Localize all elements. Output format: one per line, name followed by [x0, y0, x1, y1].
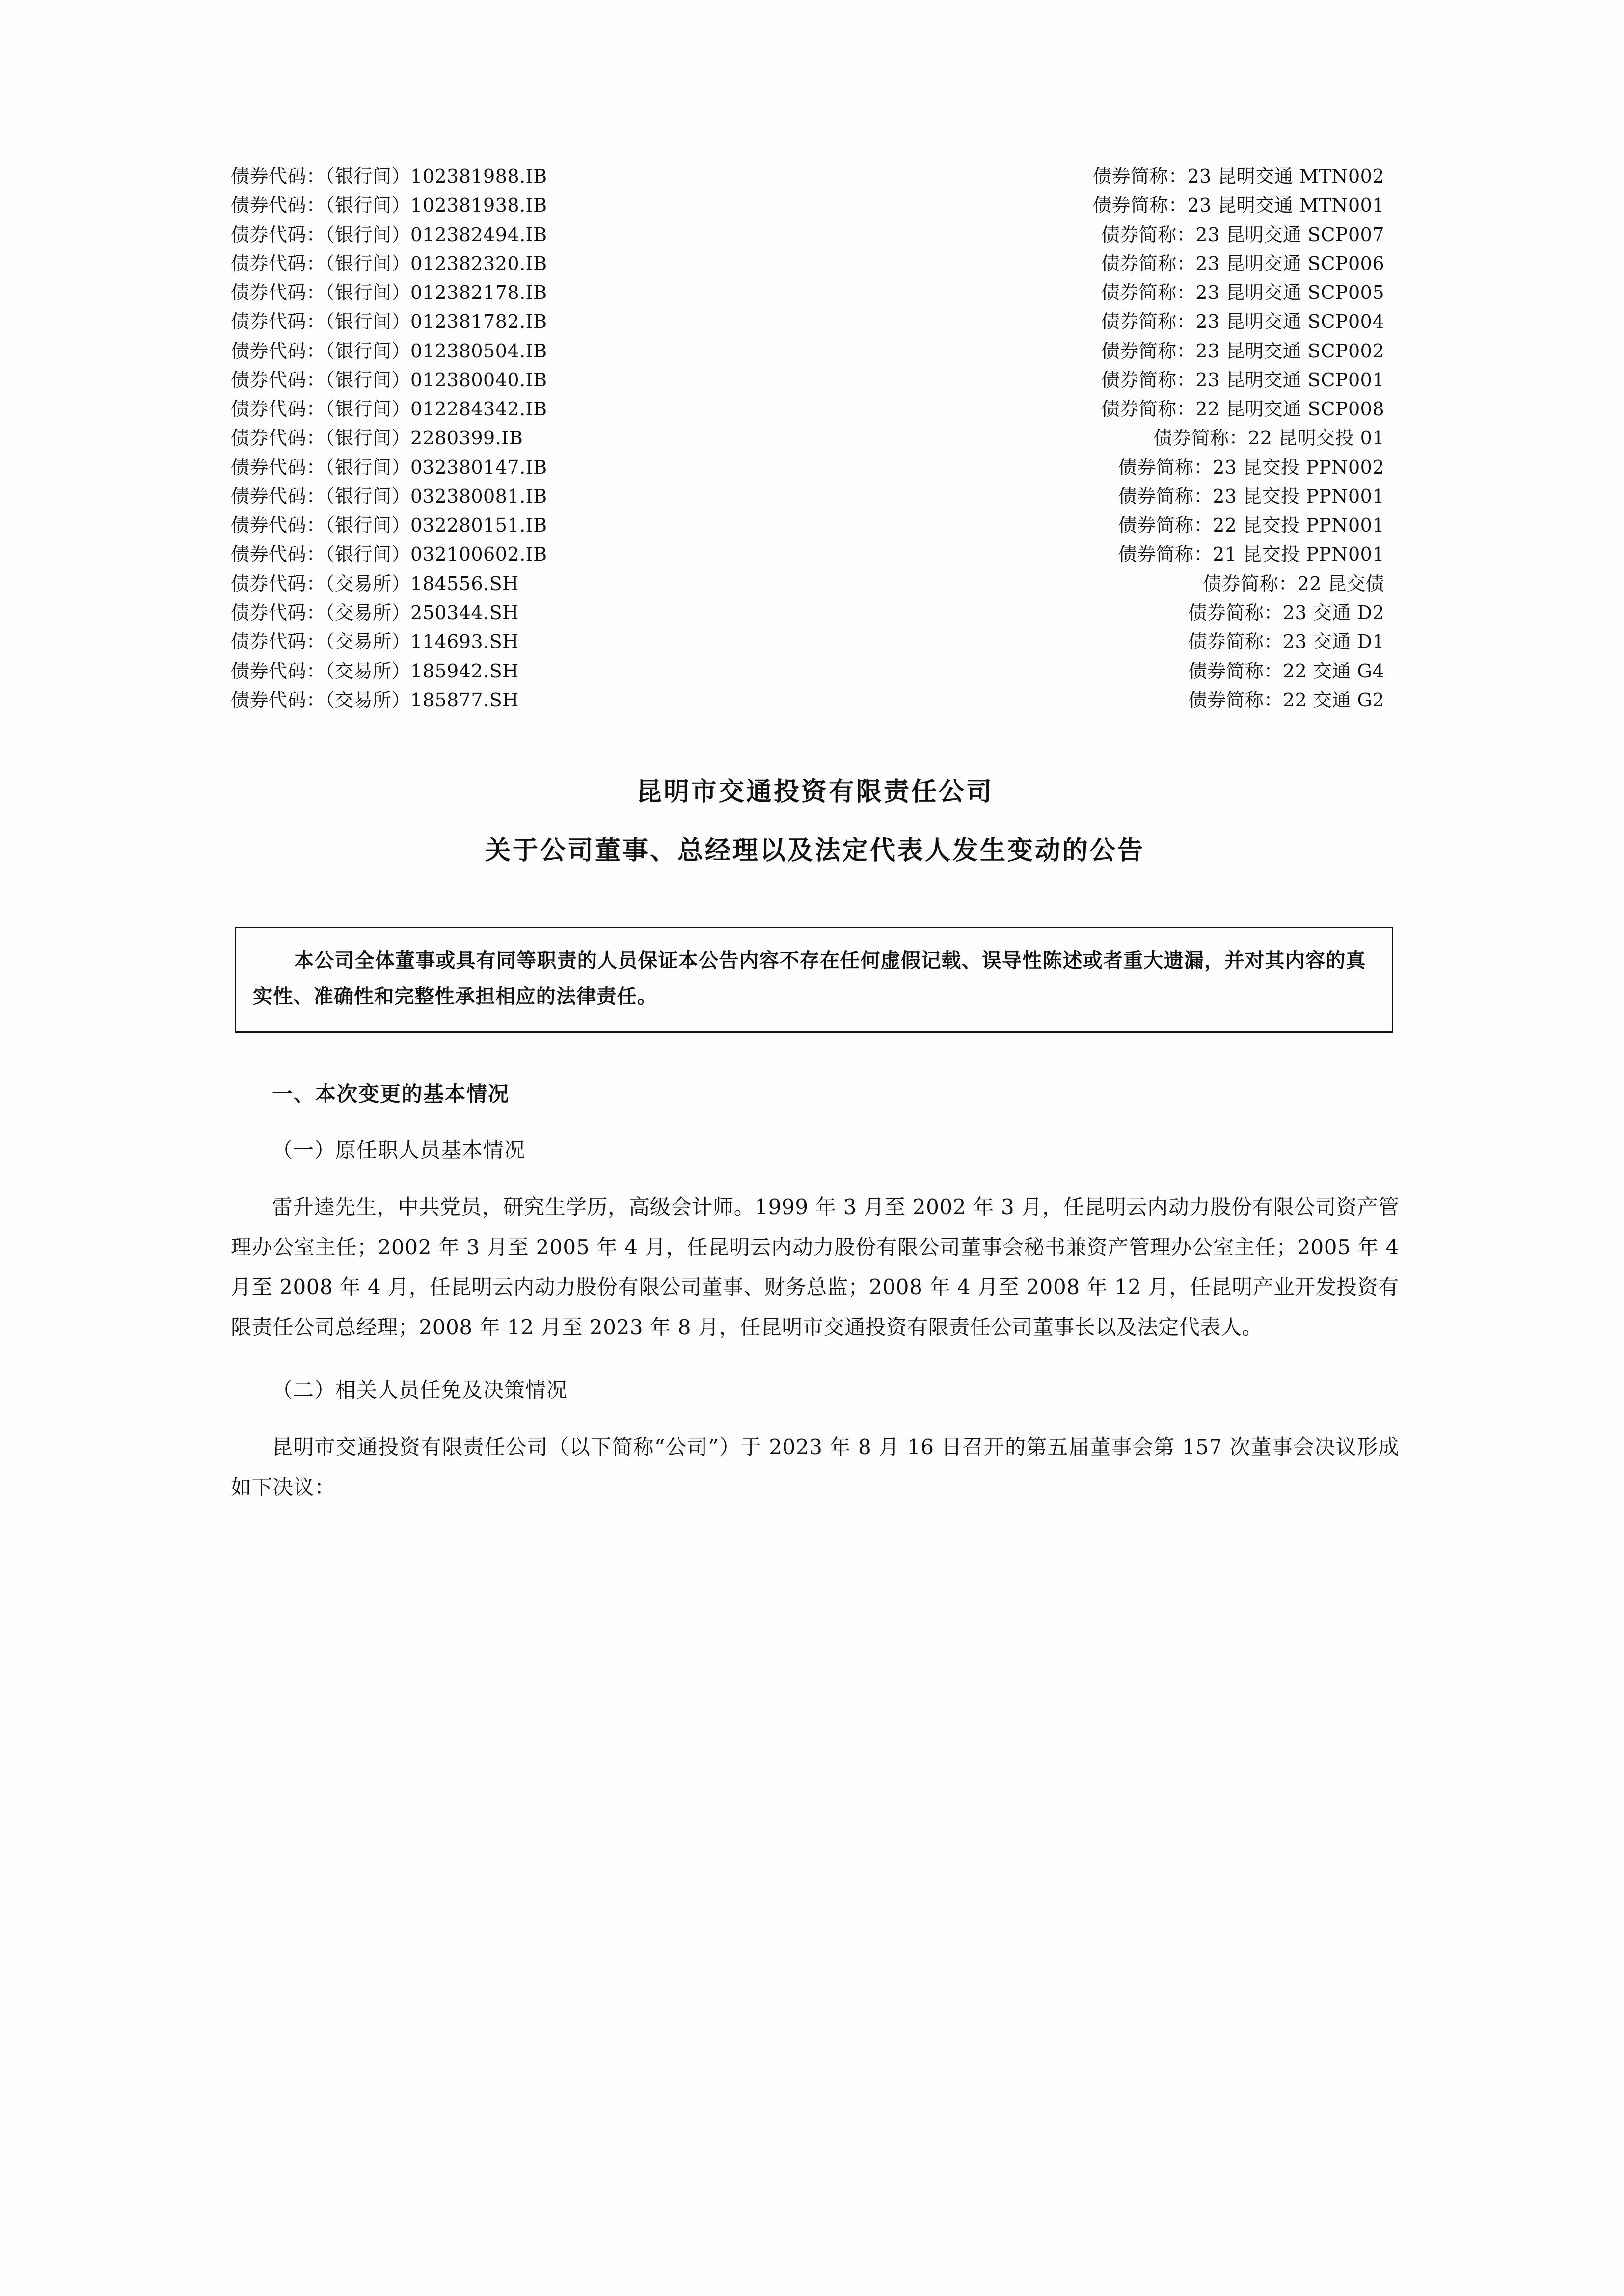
bond-name-cell: 债券简称：22 昆交投 PPN001	[1118, 514, 1384, 537]
bond-name-cell: 债券简称：21 昆交投 PPN001	[1118, 543, 1384, 566]
bond-name-cell: 债券简称：23 交通 D2	[1188, 601, 1384, 623]
table-row	[231, 657, 1399, 686]
bond-name-cell: 债券简称：23 昆交投 PPN002	[1118, 456, 1384, 478]
table-row	[231, 598, 1399, 627]
bond-code-cell: 债券代码：（交易所）184556.SH	[231, 572, 519, 594]
table-row	[231, 453, 1399, 482]
bond-name-cell: 债券简称：23 昆明交通 SCP001	[1101, 369, 1384, 391]
bond-name-cell: 债券简称：23 交通 D1	[1188, 631, 1384, 653]
bond-name-cell: 债券简称：23 昆明交通 MTN001	[1092, 194, 1384, 216]
subsection-paragraph-1: 雷升逵先生，中共党员，研究生学历，高级会计师。1999 年 3 月至 2002 年 3 月，任昆明云内动力股份有限公司资产管理办公室主任；2002 年 3 月至 2005 年 4 月，任昆明云内动力股份有限公司董事会秘书兼资产管理办公室主任；2005 年 4 月至 2008 年 4 月，任昆明云内动力股份有限公司董事、财务总监；2008 年 4 月至 2008 年 12 月，任昆明产业开发投资有限责任公司总经理；2008 年 12 月至 2023 年 8 月，任昆明市交通投资有限责任公司董事长以及法定代表人。	[231, 1194, 1399, 1340]
table-row	[231, 627, 1399, 656]
table-row	[231, 191, 1399, 220]
bond-name-cell: 债券简称：23 昆明交通 SCP002	[1101, 340, 1384, 362]
responsibility-statement-text: 本公司全体董事或具有同等职责的人员保证本公告内容不存在任何虚假记载、误导性陈述或者重大遗漏，并对其内容的真实性、准确性和完整性承担相应的法律责任。	[253, 949, 1366, 1008]
page-title: 昆明市交通投资有限责任公司	[636, 777, 994, 807]
bond-name-cell: 债券简称：23 昆明交通 SCP005	[1101, 282, 1384, 304]
table-row	[231, 249, 1399, 278]
bond-code-cell: 债券代码：（银行间）012382320.IB	[231, 252, 547, 274]
bond-code-cell: 债券代码：（银行间）012380504.IB	[231, 340, 547, 362]
bond-name-cell: 债券简称：22 昆明交投 01	[1153, 427, 1384, 449]
bond-name-cell: 债券简称：23 昆明交通 SCP004	[1101, 311, 1384, 333]
bond-code-cell: 债券代码：（银行间）102381938.IB	[231, 194, 547, 216]
bond-code-cell: 债券代码：（银行间）012382178.IB	[231, 282, 547, 304]
bond-name-cell: 债券简称：22 昆交债	[1203, 572, 1384, 594]
bond-name-cell: 债券简称：23 昆明交通 SCP006	[1101, 252, 1384, 274]
subsection-heading-2: （二）相关人员任免及决策情况	[272, 1378, 568, 1403]
table-row	[231, 162, 1399, 191]
page-subtitle: 关于公司董事、总经理以及法定代表人发生变动的公告	[485, 836, 1145, 866]
bond-code-cell: 债券代码：（银行间）012381782.IB	[231, 311, 547, 333]
bond-code-cell: 债券代码：（银行间）102381988.IB	[231, 165, 547, 187]
subsection-heading-1: （一）原任职人员基本情况	[272, 1137, 526, 1162]
bond-code-cell: 债券代码：（交易所）250344.SH	[231, 601, 519, 623]
bond-name-cell: 债券简称：23 昆明交通 MTN002	[1092, 165, 1384, 187]
table-row	[231, 395, 1399, 424]
bond-code-cell: 债券代码：（银行间）032100602.IB	[231, 543, 547, 566]
bond-code-cell: 债券代码：（交易所）185942.SH	[231, 660, 519, 682]
table-row	[231, 278, 1399, 307]
bond-code-cell: 债券代码：（银行间）032380147.IB	[231, 456, 547, 478]
table-row	[231, 337, 1399, 366]
table-row	[231, 366, 1399, 395]
subsection-paragraph-2: 昆明市交通投资有限责任公司（以下简称“公司”）于 2023 年 8 月 16 日召开的第五届董事会第 157 次董事会决议形成如下决议：	[231, 1435, 1399, 1500]
responsibility-statement-box	[235, 927, 1393, 1033]
table-row	[231, 307, 1399, 336]
bond-code-list-body	[231, 162, 1399, 715]
bond-code-cell: 债券代码：（交易所）185877.SH	[231, 689, 519, 711]
bond-code-list	[231, 162, 1399, 715]
bond-code-cell: 债券代码：（银行间）032380081.IB	[231, 485, 547, 507]
table-row	[231, 511, 1399, 540]
table-row	[231, 424, 1399, 453]
table-row	[231, 569, 1399, 598]
bond-name-cell: 债券简称：23 昆交投 PPN001	[1118, 485, 1384, 507]
bond-name-cell: 债券简称：23 昆明交通 SCP007	[1101, 223, 1384, 245]
table-row	[231, 220, 1399, 249]
bond-name-cell: 债券简称：22 交通 G4	[1188, 660, 1384, 682]
table-row	[231, 686, 1399, 715]
bond-code-cell: 债券代码：（银行间）012380040.IB	[231, 369, 547, 391]
bond-code-cell: 债券代码：（银行间）012284342.IB	[231, 398, 547, 420]
table-row	[231, 482, 1399, 511]
bond-code-cell: 债券代码：（银行间）2280399.IB	[231, 427, 523, 449]
bond-name-cell: 债券简称：22 昆明交通 SCP008	[1101, 398, 1384, 420]
bond-code-cell: 债券代码：（交易所）114693.SH	[231, 631, 519, 653]
section-heading-1: 一、本次变更的基本情况	[272, 1081, 510, 1106]
bond-code-cell: 债券代码：（银行间）012382494.IB	[231, 223, 547, 245]
document-title-block	[231, 773, 1399, 870]
bond-code-cell: 债券代码：（银行间）032280151.IB	[231, 514, 547, 537]
bond-name-cell: 债券简称：22 交通 G2	[1188, 689, 1384, 711]
table-row	[231, 540, 1399, 569]
page-content	[231, 162, 1399, 1508]
